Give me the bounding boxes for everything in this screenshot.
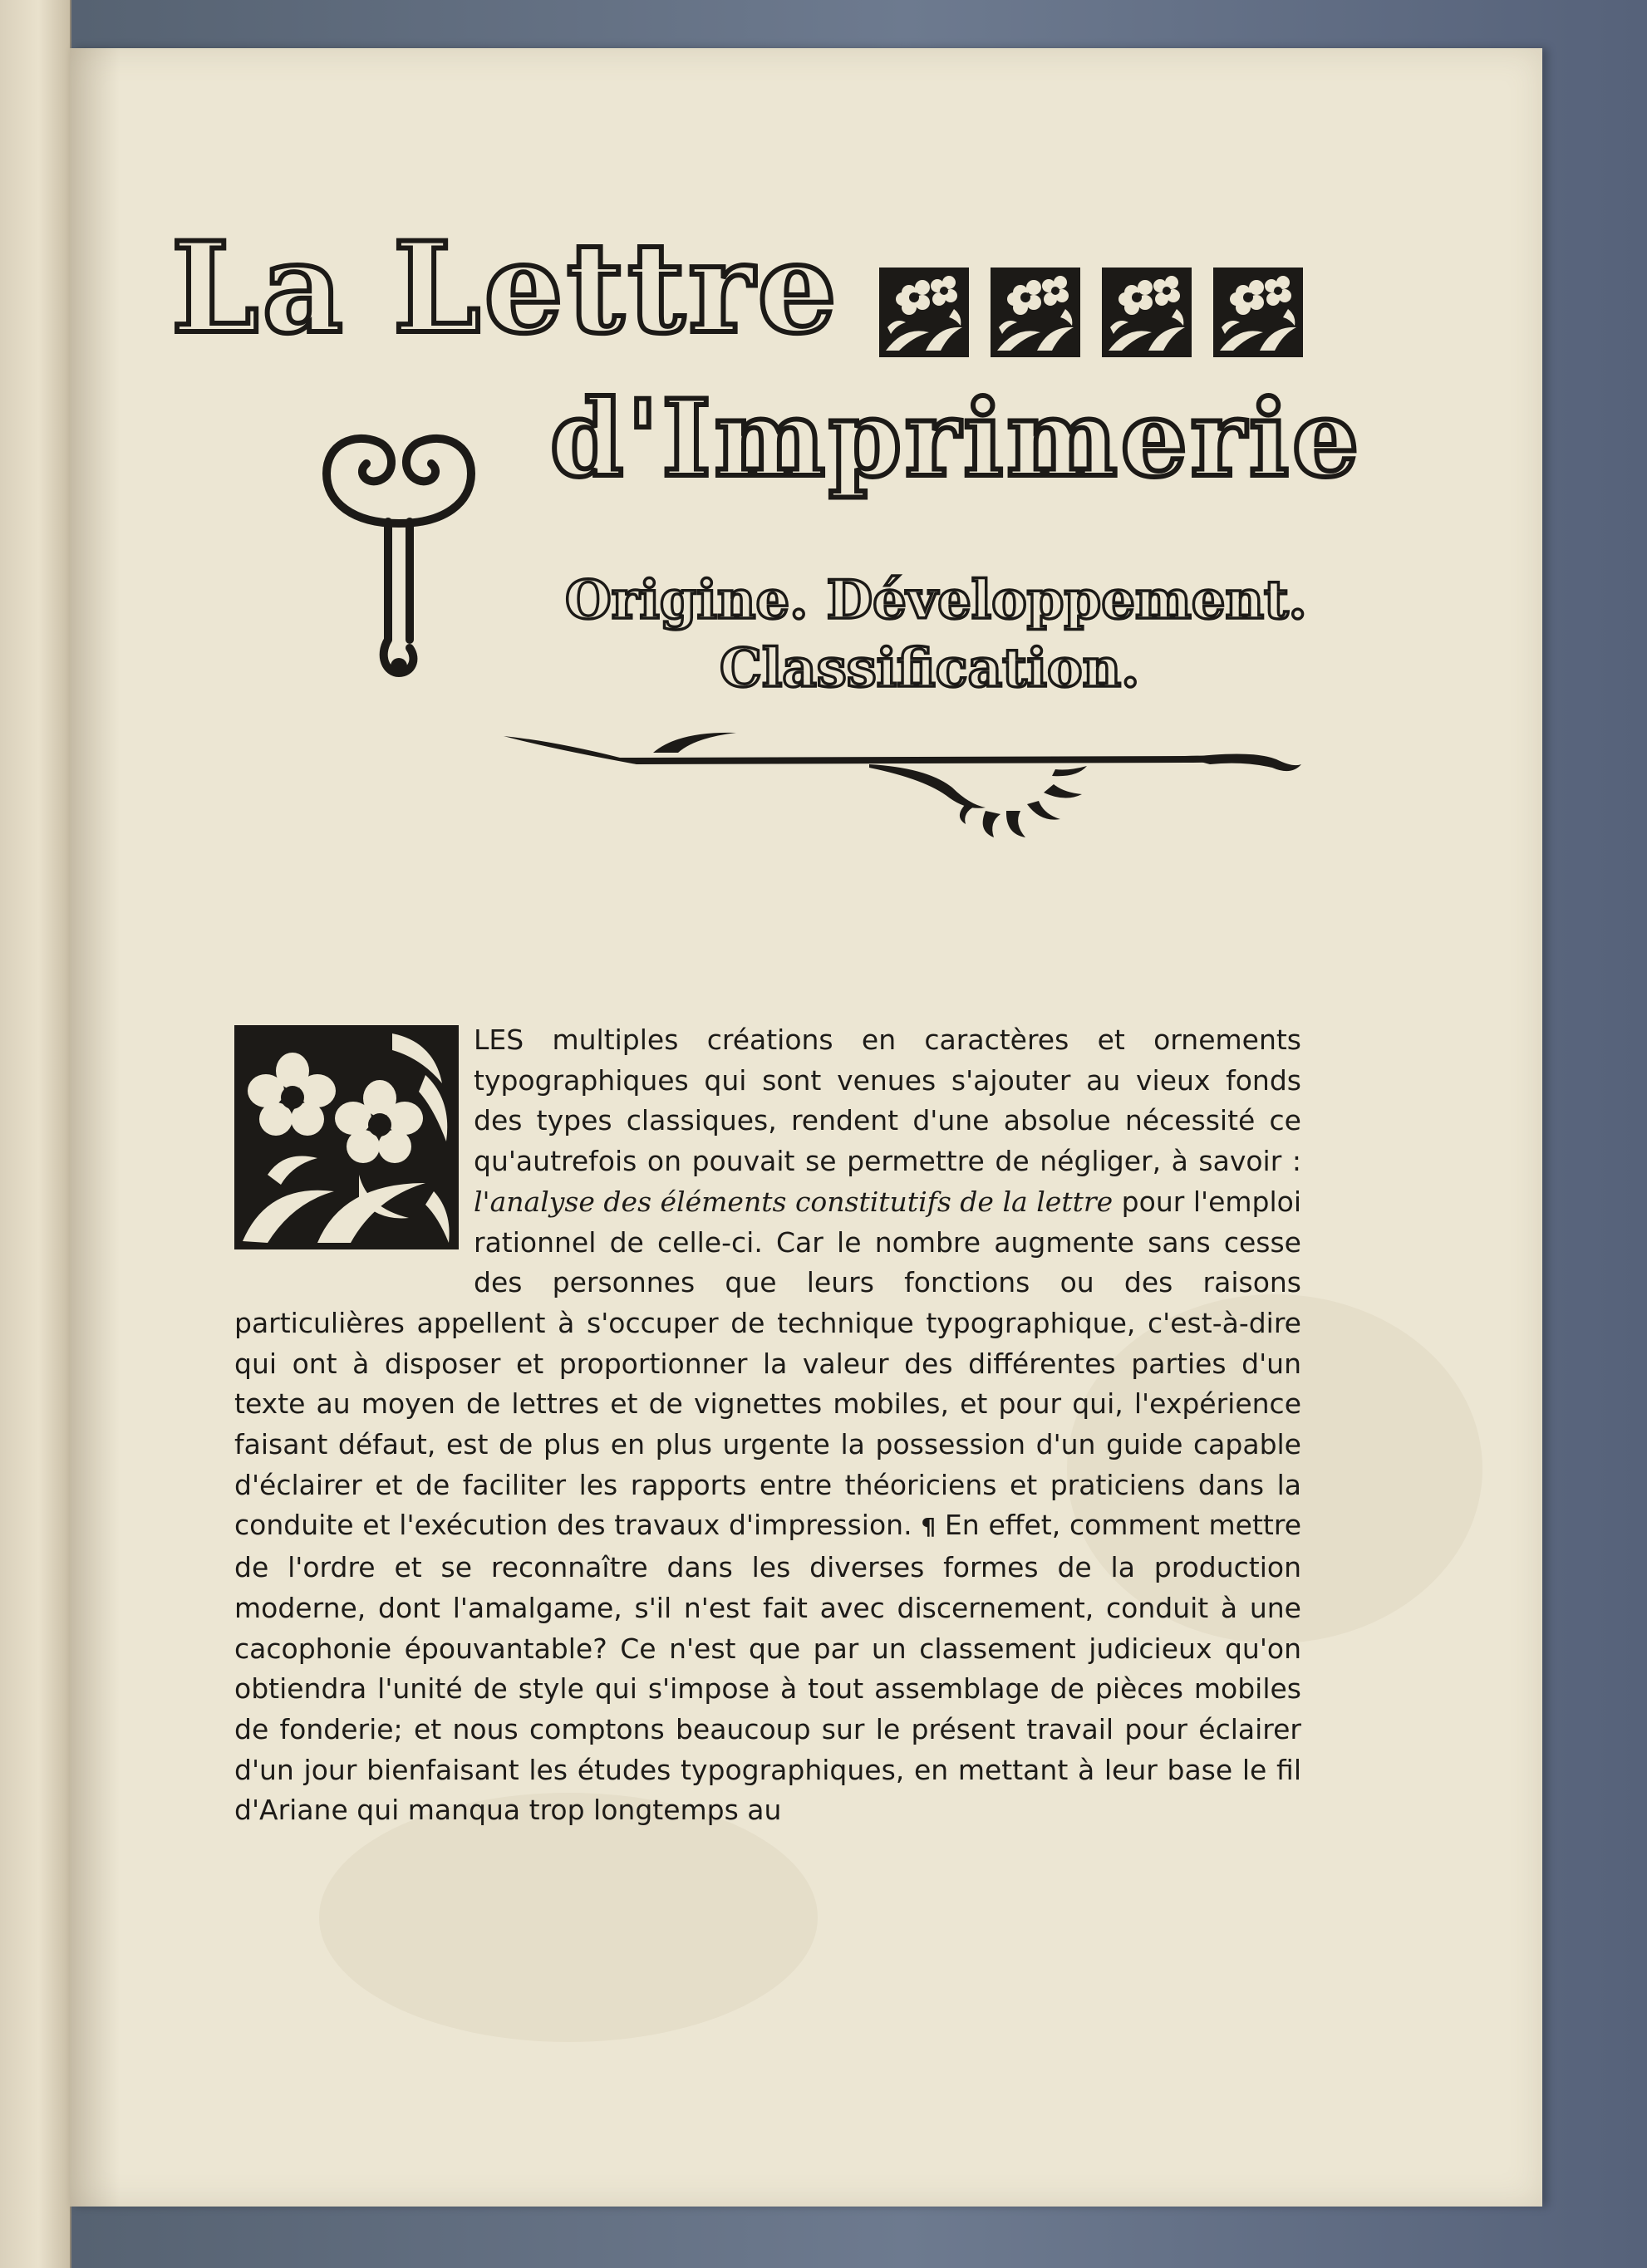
title-line-2: d'Imprimerie — [550, 377, 1363, 500]
body-paragraph — [234, 1020, 1301, 1831]
body-lead: LES multiples créations en caractères et ornements typographiques qui sont venues s'ajouter au vieux fonds des types classiques, rendent d'une absolue nécessité ce qu'autrefois on pouvait se permettre de négliger, à savoir : — [474, 1024, 1301, 1178]
subtitle-line-2: Classification. — [720, 637, 1140, 700]
body-italic: l'analyse des éléments constitutifs de la lettre — [474, 1185, 1114, 1218]
subtitle-line-1: Origine. Développement. — [565, 569, 1307, 631]
body-rest: En effet, comment mettre de l'ordre et se reconnaître dans les diverses formes de la production moderne, dont l'amalgame, s'il n'est fait avec discernement, conduit à une cacophonie épouvantable? Ce n'est que par un classement judicieux qu'on obtiendra l'unité de style qui s'impose à tout assemblage de pièces mobiles de fonderie; et nous comptons beaucoup sur le présent travail pour éclairer d'un jour bienfaisant les études typographiques, en mettant à leur base le fil d'Ariane qui manqua trop longtemps au — [234, 1509, 1301, 1827]
scroll-ornament-icon — [320, 424, 478, 681]
left-page-edge — [0, 0, 71, 2268]
title-line-1: La Lettre — [171, 215, 840, 361]
section-mark: ¶ — [921, 1513, 937, 1541]
floral-tile-icon — [879, 268, 1305, 357]
body-continuation: pour l'emploi rationnel de celle-ci. Car le nombre augmente sans cesse des personnes que leurs fonctions ou des raisons particulières appellent à s'occuper de technique typographique, c'est-à-dire qui ont à disposer et proportionner la valeur des différentes parties d'un texte au moyen de lettres et de vignettes mobiles, et pour qui, l'expérience faisant défaut, est de plus en plus urgente la possession d'un guide capable d'éclairer et de faciliter les rapports entre théoriciens et praticiens dans la conduite et l'exécution des travaux d'impression. — [234, 1185, 1301, 1542]
dropcap-space — [234, 1020, 474, 1264]
divider-flourish-icon — [504, 724, 1301, 857]
